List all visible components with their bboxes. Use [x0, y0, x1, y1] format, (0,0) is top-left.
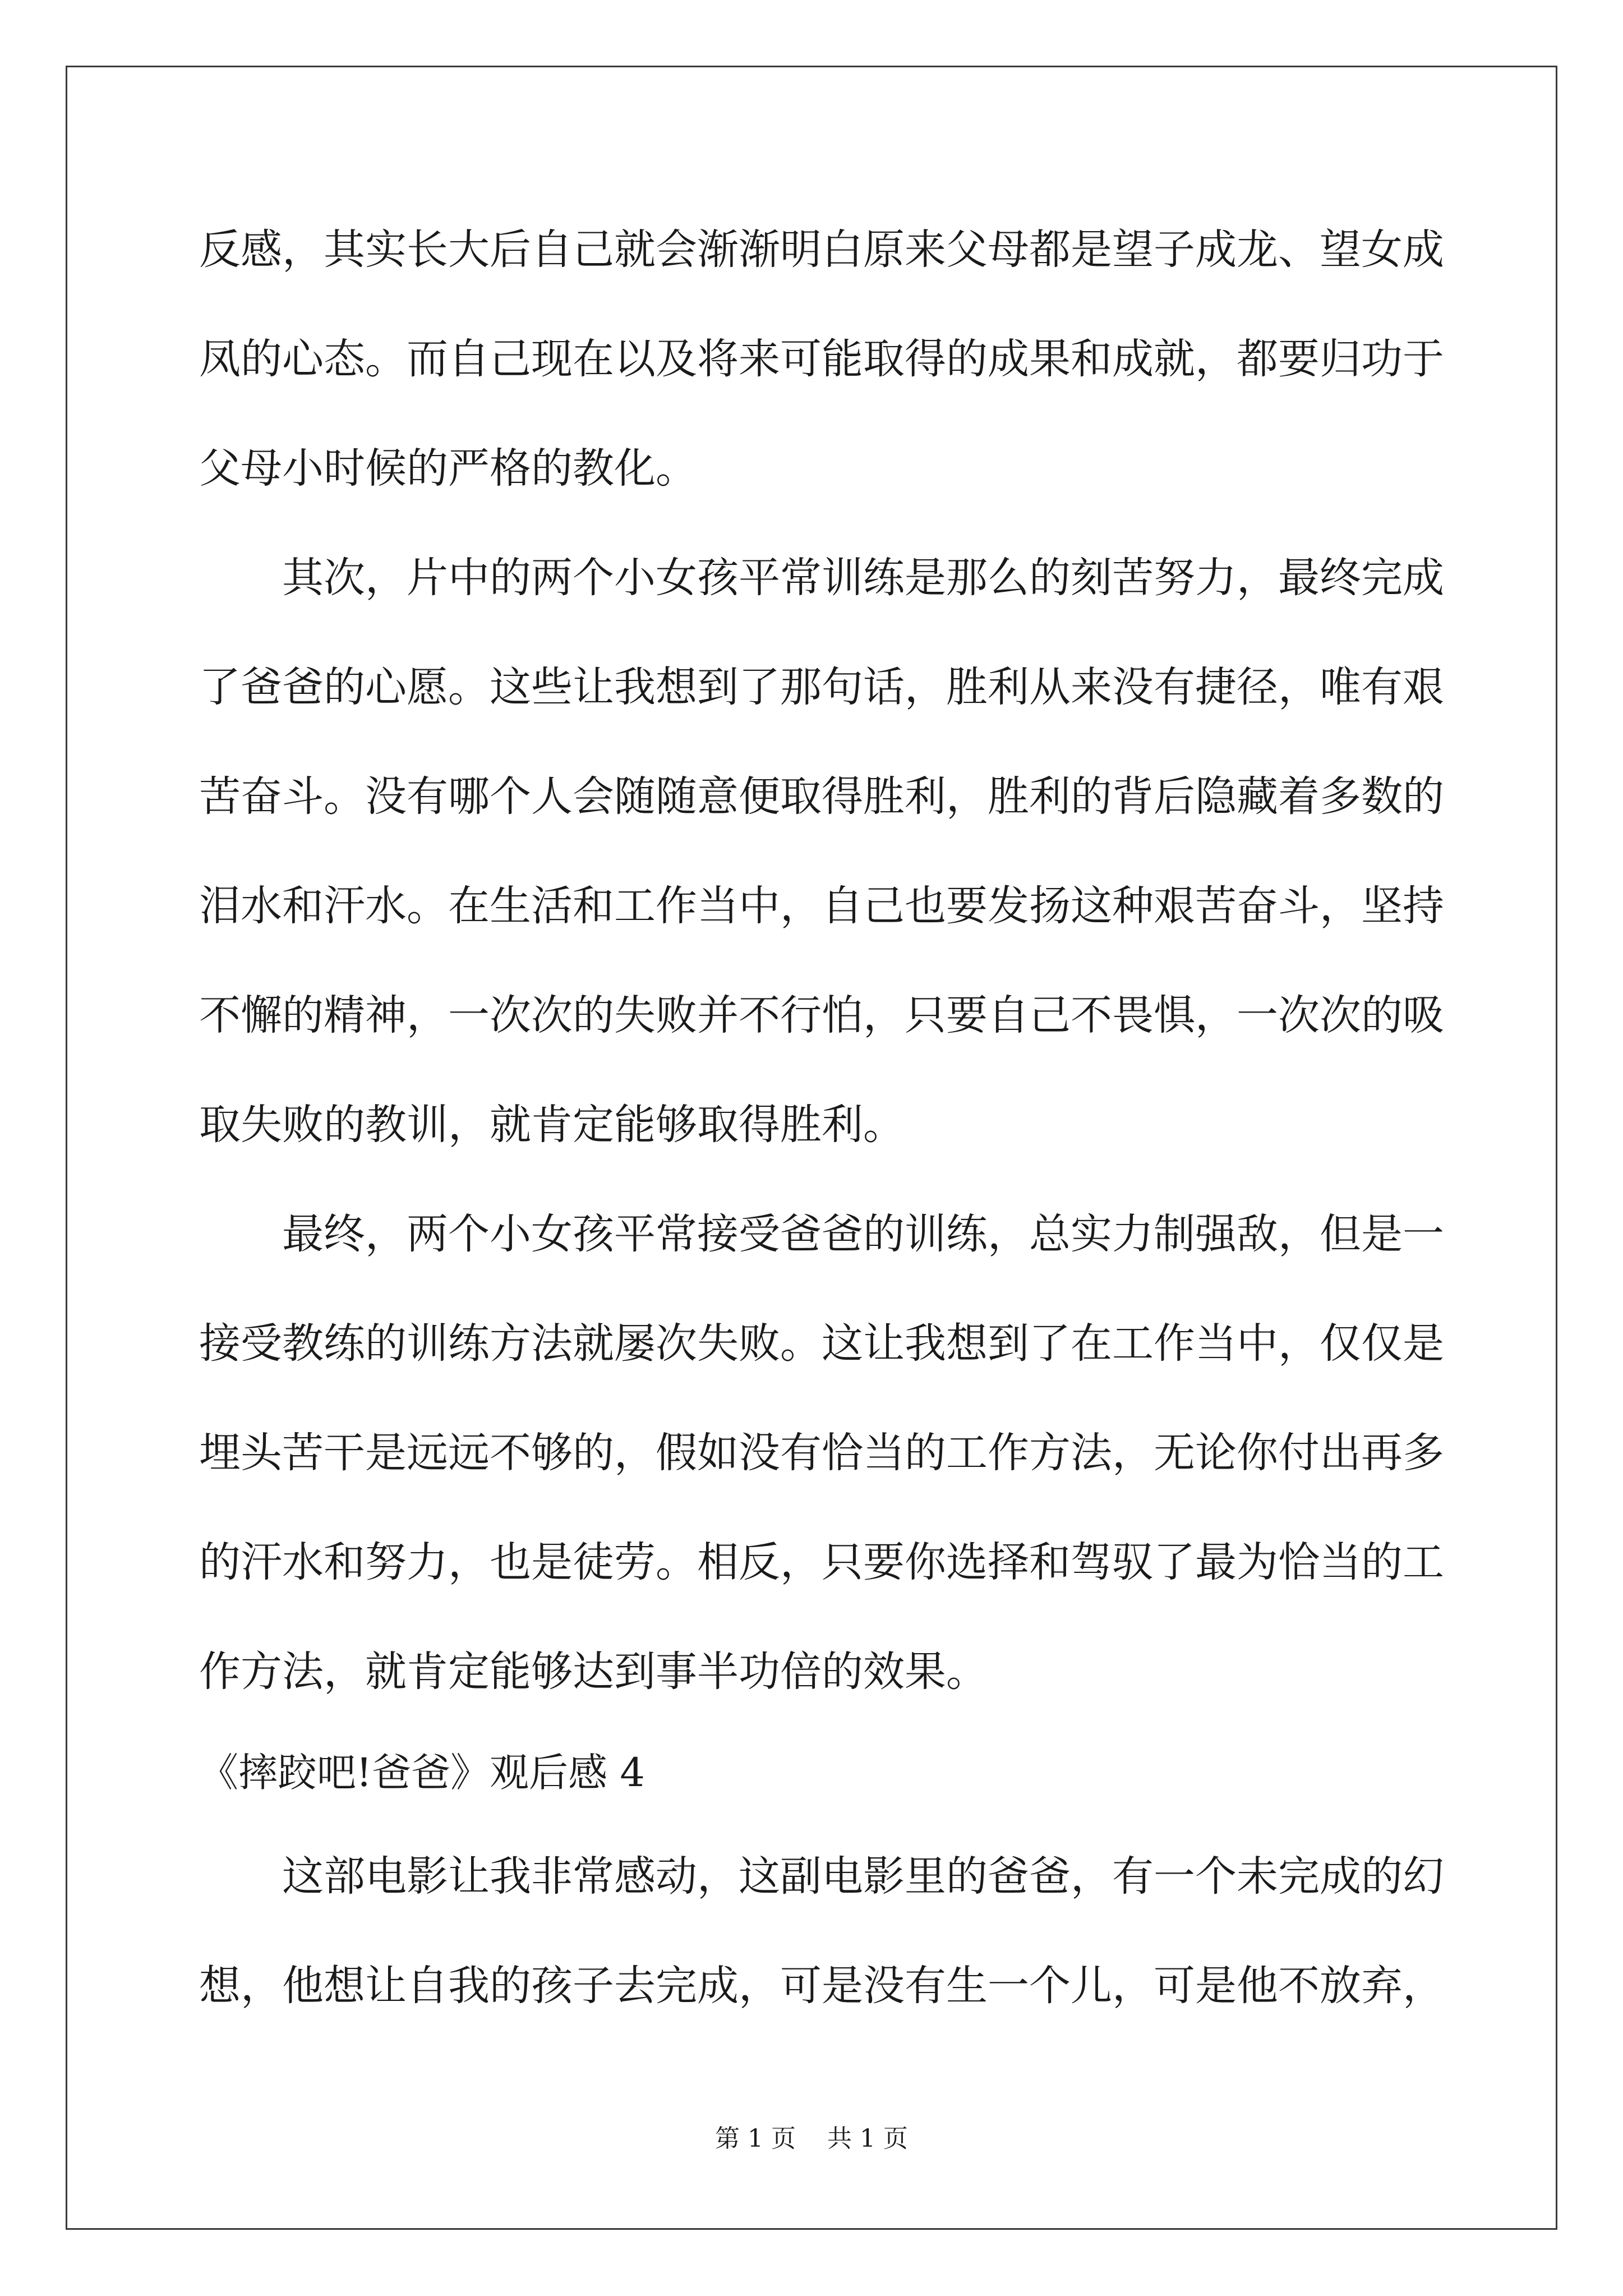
section-paragraph-line-1: 这部电影让我非常感动，这副电影里的爸爸，有一个未完成的幻	[282, 1852, 1444, 1901]
paragraph-1-line-1: 反感，其实长大后自己就会渐渐明白原来父母都是望子成龙、望女成	[199, 226, 1444, 274]
paragraph-3-line-5: 作方法，就肯定能够达到事半功倍的效果。	[199, 1648, 988, 1696]
paragraph-1-line-2: 凤的心态。而自己现在以及将来可能取得的成果和成就，都要归功于	[199, 335, 1444, 383]
paragraph-1-line-3: 父母小时候的严格的教化。	[199, 444, 697, 493]
paragraph-3-line-1: 最终，两个小女孩平常接受爸爸的训练，总实力制强敌，但是一	[282, 1210, 1444, 1258]
paragraph-2-line-5: 不懈的精神，一次次的失败并不行怕，只要自己不畏惧，一次次的吸	[199, 991, 1444, 1039]
paragraph-3-line-3: 埋头苦干是远远不够的，假如没有恰当的工作方法，无论你付出再多	[199, 1429, 1444, 1477]
paragraph-2-line-3: 苦奋斗。没有哪个人会随随意便取得胜利，胜利的背后隐藏着多数的	[199, 772, 1444, 821]
section-paragraph-line-2: 想，他想让自我的孩子去完成，可是没有生一个儿，可是他不放弃，	[199, 1962, 1444, 2010]
paragraph-2-line-4: 泪水和汗水。在生活和工作当中，自己也要发扬这种艰苦奋斗，坚持	[199, 882, 1444, 930]
paragraph-3-line-4: 的汗水和努力，也是徒劳。相反，只要你选择和驾驭了最为恰当的工	[199, 1538, 1444, 1586]
section-heading: 《摔跤吧!爸爸》观后感 4	[199, 1750, 645, 1796]
paragraph-3-line-2: 接受教练的训练方法就屡次失败。这让我想到了在工作当中，仅仅是	[199, 1319, 1444, 1368]
paragraph-2-line-2: 了爸爸的心愿。这些让我想到了那句话，胜利从来没有捷径，唯有艰	[199, 663, 1444, 711]
paragraph-2-line-6: 取失败的教训，就肯定能够取得胜利。	[199, 1101, 905, 1149]
paragraph-2-line-1: 其次，片中的两个小女孩平常训练是那么的刻苦努力，最终完成	[282, 554, 1444, 602]
page-number-footer: 第 1 页 共 1 页	[715, 2124, 908, 2153]
